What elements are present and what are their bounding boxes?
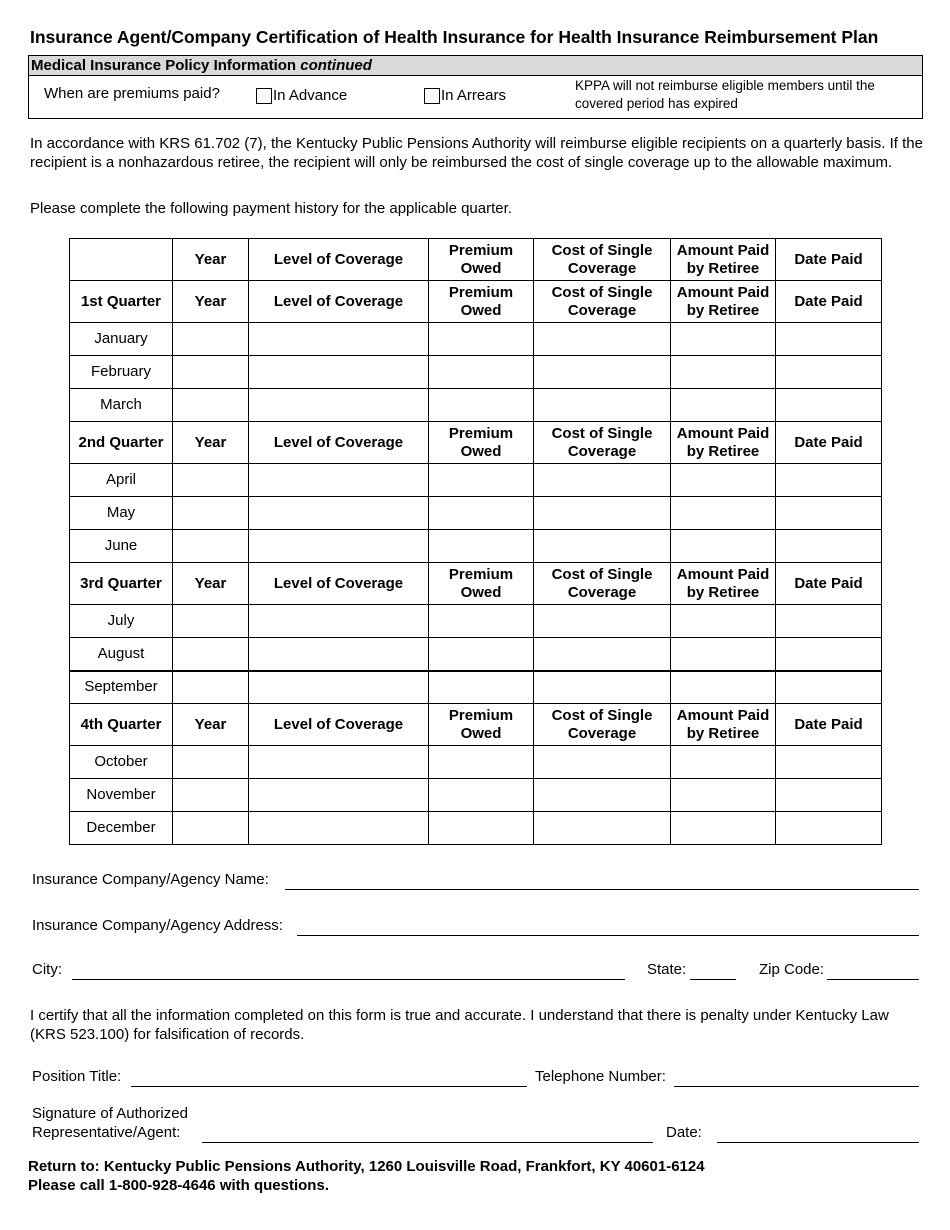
quarter-label: 1st Quarter bbox=[70, 281, 173, 323]
entry-cell[interactable] bbox=[534, 812, 671, 845]
table-row bbox=[70, 530, 882, 563]
in-arrears-option[interactable] bbox=[424, 87, 506, 104]
entry-cell[interactable] bbox=[249, 464, 429, 497]
column-header: Cost of Single Coverage bbox=[534, 281, 671, 323]
column-header: Date Paid bbox=[776, 239, 882, 281]
quarter-header-row bbox=[70, 563, 882, 605]
column-header: Date Paid bbox=[776, 422, 882, 464]
entry-cell[interactable] bbox=[776, 356, 882, 389]
table-row bbox=[70, 464, 882, 497]
info-heading-continued: continued bbox=[300, 57, 372, 74]
entry-cell[interactable] bbox=[776, 779, 882, 812]
column-header: Year bbox=[173, 704, 249, 746]
entry-cell[interactable] bbox=[249, 746, 429, 779]
table-row bbox=[70, 356, 882, 389]
month-label: January bbox=[70, 323, 173, 356]
entry-cell[interactable] bbox=[671, 356, 776, 389]
entry-cell[interactable] bbox=[173, 356, 249, 389]
entry-cell[interactable] bbox=[429, 530, 534, 563]
quarter-label: 3rd Quarter bbox=[70, 563, 173, 605]
premiums-paid-question: When are premiums paid? bbox=[44, 85, 220, 102]
telephone-label: Telephone Number: bbox=[535, 1068, 666, 1085]
month-label: October bbox=[70, 746, 173, 779]
return-line: Return to: Kentucky Public Pensions Authority, 1260 Louisville Road, Frankfort, KY 40601-6124 bbox=[28, 1158, 705, 1175]
signature-label-line2: Representative/Agent: bbox=[32, 1124, 181, 1141]
entry-cell[interactable] bbox=[429, 779, 534, 812]
table-row bbox=[70, 389, 882, 422]
column-header: Amount Paid by Retiree bbox=[671, 239, 776, 281]
month-label: June bbox=[70, 530, 173, 563]
entry-cell[interactable] bbox=[249, 812, 429, 845]
month-label: July bbox=[70, 605, 173, 638]
signature-label-line1: Signature of Authorized bbox=[32, 1105, 188, 1122]
company-address-field[interactable] bbox=[297, 935, 919, 936]
entry-cell[interactable] bbox=[249, 638, 429, 671]
entry-cell[interactable] bbox=[671, 464, 776, 497]
entry-cell[interactable] bbox=[776, 464, 882, 497]
month-label: February bbox=[70, 356, 173, 389]
quarter-header-row bbox=[70, 704, 882, 746]
entry-cell[interactable] bbox=[671, 638, 776, 671]
table-row bbox=[70, 779, 882, 812]
entry-cell[interactable] bbox=[776, 746, 882, 779]
in-advance-option[interactable] bbox=[256, 87, 347, 104]
in-arrears-checkbox[interactable] bbox=[424, 88, 440, 104]
entry-cell[interactable] bbox=[534, 464, 671, 497]
city-label: City: bbox=[32, 961, 62, 978]
entry-cell[interactable] bbox=[534, 779, 671, 812]
column-header: Premium Owed bbox=[429, 422, 534, 464]
month-label: April bbox=[70, 464, 173, 497]
entry-cell[interactable] bbox=[249, 356, 429, 389]
position-title-field[interactable] bbox=[131, 1086, 527, 1087]
zip-code-field[interactable] bbox=[827, 979, 919, 980]
entry-cell[interactable] bbox=[429, 356, 534, 389]
entry-cell[interactable] bbox=[249, 497, 429, 530]
entry-cell[interactable] bbox=[534, 671, 671, 704]
entry-cell[interactable] bbox=[429, 497, 534, 530]
column-header: Level of Coverage bbox=[249, 239, 429, 281]
table-row bbox=[70, 671, 882, 704]
column-header: Cost of Single Coverage bbox=[534, 422, 671, 464]
date-field[interactable] bbox=[717, 1142, 919, 1143]
month-label: May bbox=[70, 497, 173, 530]
entry-cell[interactable] bbox=[534, 323, 671, 356]
entry-cell[interactable] bbox=[776, 638, 882, 671]
entry-cell[interactable] bbox=[249, 605, 429, 638]
entry-cell[interactable] bbox=[534, 389, 671, 422]
entry-cell[interactable] bbox=[173, 746, 249, 779]
column-header: Level of Coverage bbox=[249, 563, 429, 605]
month-label: September bbox=[70, 671, 173, 704]
entry-cell[interactable] bbox=[429, 605, 534, 638]
entry-cell[interactable] bbox=[534, 605, 671, 638]
table-row bbox=[70, 746, 882, 779]
entry-cell[interactable] bbox=[249, 323, 429, 356]
company-name-label: Insurance Company/Agency Name: bbox=[32, 871, 269, 888]
entry-cell[interactable] bbox=[249, 779, 429, 812]
entry-cell[interactable] bbox=[429, 464, 534, 497]
column-header: Year bbox=[173, 281, 249, 323]
entry-cell[interactable] bbox=[776, 389, 882, 422]
entry-cell[interactable] bbox=[173, 323, 249, 356]
column-header: Level of Coverage bbox=[249, 281, 429, 323]
column-header: Cost of Single Coverage bbox=[534, 563, 671, 605]
entry-cell[interactable] bbox=[776, 671, 882, 704]
quarterly-reimbursement-paragraph: In accordance with KRS 61.702 (7), the Kentucky Public Pensions Authority will reimburse eligible recipients on a quarterly basis. If the recipient is a nonhazardous retiree, the recipient will only be reimbursed the cost of single coverage up to the allowable maximum. bbox=[30, 135, 923, 171]
column-header: Amount Paid by Retiree bbox=[671, 563, 776, 605]
table-row bbox=[70, 497, 882, 530]
entry-cell[interactable] bbox=[776, 530, 882, 563]
zip-code-label: Zip Code: bbox=[759, 961, 825, 978]
month-label: March bbox=[70, 389, 173, 422]
info-box-heading bbox=[29, 56, 922, 76]
entry-cell[interactable] bbox=[671, 497, 776, 530]
month-label: August bbox=[70, 638, 173, 671]
in-advance-label: In Advance bbox=[273, 87, 348, 104]
entry-cell[interactable] bbox=[534, 497, 671, 530]
entry-cell[interactable] bbox=[249, 671, 429, 704]
entry-cell[interactable] bbox=[429, 638, 534, 671]
entry-cell[interactable] bbox=[776, 812, 882, 845]
in-arrears-label: In Arrears bbox=[441, 87, 507, 104]
column-header: Premium Owed bbox=[429, 704, 534, 746]
column-header: Cost of Single Coverage bbox=[534, 239, 671, 281]
entry-cell[interactable] bbox=[173, 605, 249, 638]
entry-cell[interactable] bbox=[173, 389, 249, 422]
quarter-label bbox=[70, 239, 173, 281]
certification-statement: I certify that all the information completed on this form is true and accurate. I understand that there is penalty under Kentucky Law (KRS 523.100) for falsification of records. bbox=[30, 1007, 889, 1043]
entry-cell[interactable] bbox=[249, 389, 429, 422]
state-field[interactable] bbox=[690, 979, 736, 980]
payment-history-instruction: Please complete the following payment history for the applicable quarter. bbox=[30, 200, 512, 217]
column-header: Date Paid bbox=[776, 563, 882, 605]
column-header: Year bbox=[173, 563, 249, 605]
month-label: November bbox=[70, 779, 173, 812]
table-row bbox=[70, 605, 882, 638]
entry-cell[interactable] bbox=[671, 530, 776, 563]
entry-cell[interactable] bbox=[671, 671, 776, 704]
position-title-label: Position Title: bbox=[32, 1068, 122, 1085]
telephone-field[interactable] bbox=[674, 1086, 919, 1087]
column-header: Amount Paid by Retiree bbox=[671, 422, 776, 464]
company-name-field[interactable] bbox=[285, 889, 919, 890]
column-header: Premium Owed bbox=[429, 281, 534, 323]
city-field[interactable] bbox=[72, 979, 625, 980]
column-header: Date Paid bbox=[776, 281, 882, 323]
payment-history-table bbox=[69, 238, 882, 845]
column-header: Year bbox=[173, 422, 249, 464]
column-header: Amount Paid by Retiree bbox=[671, 281, 776, 323]
signature-field[interactable] bbox=[202, 1142, 653, 1143]
entry-cell[interactable] bbox=[429, 812, 534, 845]
entry-cell[interactable] bbox=[534, 356, 671, 389]
entry-cell[interactable] bbox=[776, 605, 882, 638]
column-header: Premium Owed bbox=[429, 239, 534, 281]
quarter-label: 4th Quarter bbox=[70, 704, 173, 746]
entry-cell[interactable] bbox=[534, 530, 671, 563]
entry-cell[interactable] bbox=[671, 389, 776, 422]
column-header: Level of Coverage bbox=[249, 422, 429, 464]
return-address bbox=[28, 1157, 705, 1195]
entry-cell[interactable] bbox=[173, 671, 249, 704]
entry-cell[interactable] bbox=[671, 812, 776, 845]
entry-cell[interactable] bbox=[173, 779, 249, 812]
column-header: Date Paid bbox=[776, 704, 882, 746]
entry-cell[interactable] bbox=[776, 323, 882, 356]
table-row bbox=[70, 812, 882, 845]
premium-info-box bbox=[28, 55, 923, 119]
column-header: Year bbox=[173, 239, 249, 281]
column-header: Amount Paid by Retiree bbox=[671, 704, 776, 746]
table-row bbox=[70, 638, 882, 671]
entry-cell[interactable] bbox=[173, 464, 249, 497]
entry-cell[interactable] bbox=[429, 671, 534, 704]
entry-cell[interactable] bbox=[173, 812, 249, 845]
entry-cell[interactable] bbox=[173, 638, 249, 671]
entry-cell[interactable] bbox=[671, 746, 776, 779]
entry-cell[interactable] bbox=[249, 530, 429, 563]
state-label: State: bbox=[647, 961, 687, 978]
entry-cell[interactable] bbox=[429, 389, 534, 422]
entry-cell[interactable] bbox=[671, 605, 776, 638]
entry-cell[interactable] bbox=[429, 746, 534, 779]
column-header: Cost of Single Coverage bbox=[534, 704, 671, 746]
quarter-label: 2nd Quarter bbox=[70, 422, 173, 464]
entry-cell[interactable] bbox=[429, 323, 534, 356]
date-label: Date: bbox=[666, 1124, 702, 1141]
quarter-header-row bbox=[70, 239, 882, 281]
entry-cell[interactable] bbox=[671, 779, 776, 812]
info-heading-text: Medical Insurance Policy Information bbox=[31, 57, 297, 74]
entry-cell[interactable] bbox=[173, 497, 249, 530]
entry-cell[interactable] bbox=[173, 530, 249, 563]
call-line: Please call 1-800-928-4646 with questions. bbox=[28, 1177, 329, 1194]
entry-cell[interactable] bbox=[776, 497, 882, 530]
quarter-header-row bbox=[70, 422, 882, 464]
quarter-header-row bbox=[70, 281, 882, 323]
column-header: Level of Coverage bbox=[249, 704, 429, 746]
form-title: Insurance Agent/Company Certification of Health Insurance for Health Insurance Reimbursement Plan bbox=[30, 27, 879, 47]
reimbursement-note: KPPA will not reimburse eligible members until the covered period has expired bbox=[575, 78, 875, 111]
company-address-label: Insurance Company/Agency Address: bbox=[32, 917, 283, 934]
entry-cell[interactable] bbox=[534, 746, 671, 779]
column-header: Premium Owed bbox=[429, 563, 534, 605]
entry-cell[interactable] bbox=[534, 638, 671, 671]
month-label: December bbox=[70, 812, 173, 845]
in-advance-checkbox[interactable] bbox=[256, 88, 272, 104]
entry-cell[interactable] bbox=[671, 323, 776, 356]
table-row bbox=[70, 323, 882, 356]
